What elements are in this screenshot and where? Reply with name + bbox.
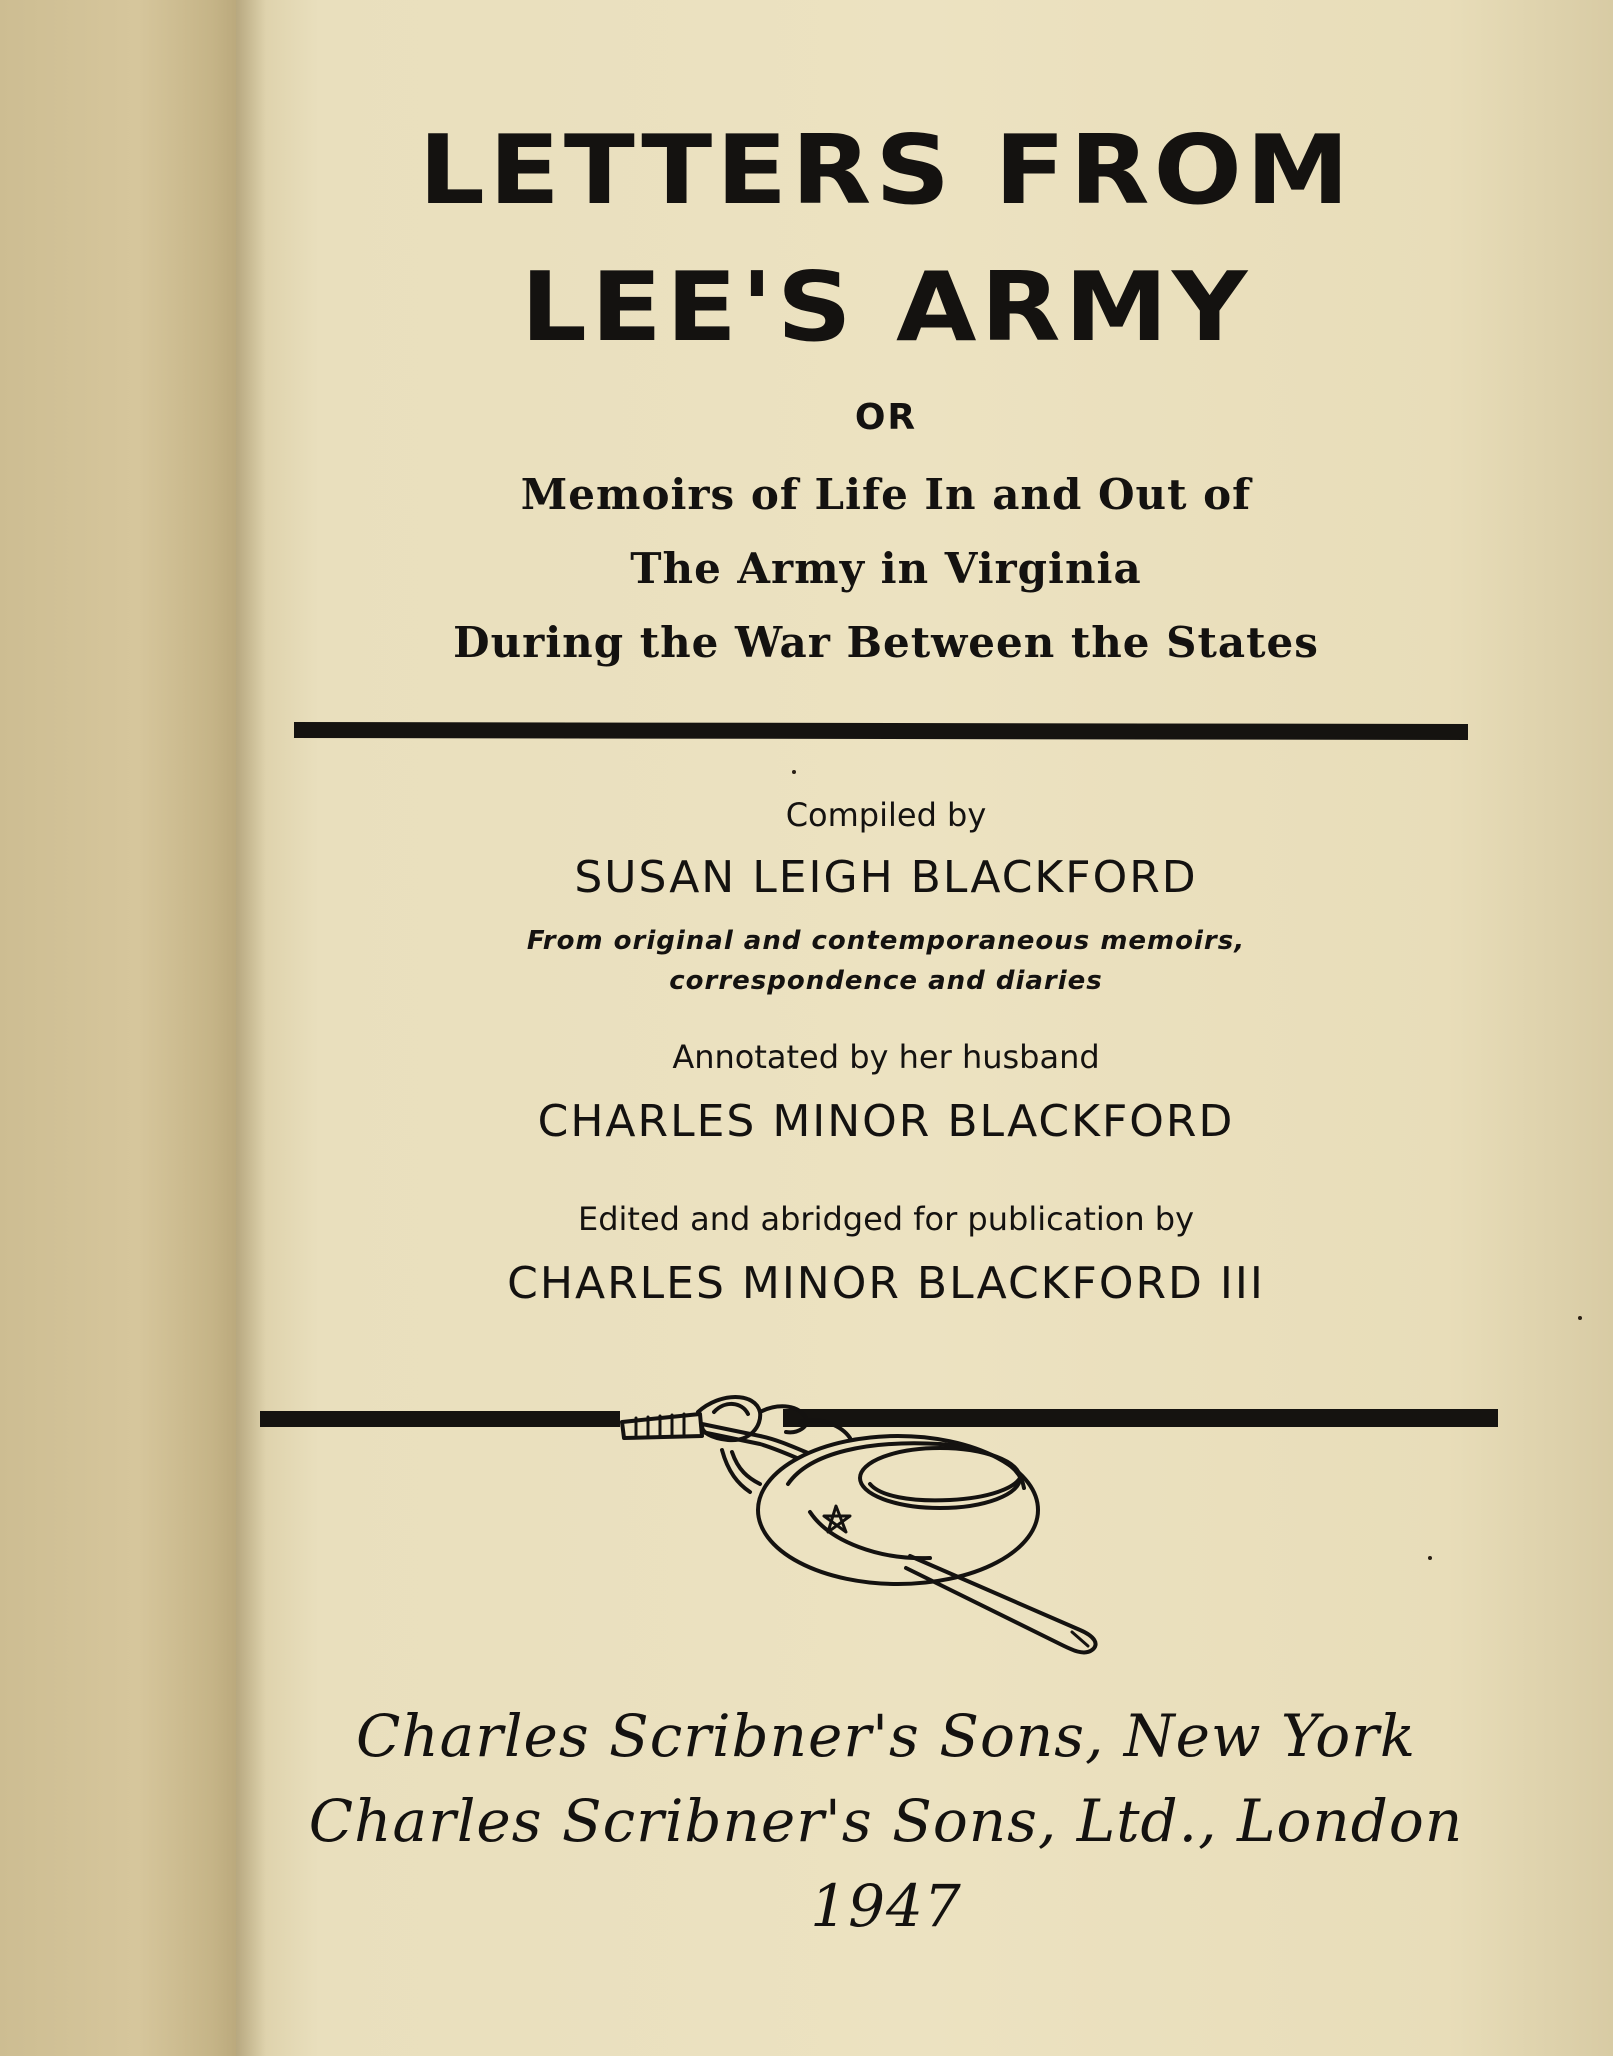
editor-name: CHARLES MINOR BLACKFORD III: [507, 1258, 1265, 1309]
paper-speck: [792, 770, 796, 774]
subtitle-line-2: The Army in Virginia: [630, 544, 1142, 593]
sword-and-hat-icon: [610, 1392, 1210, 1662]
annotator-name: CHARLES MINOR BLACKFORD: [537, 1096, 1235, 1147]
edited-by-label: Edited and abridged for publication by: [577, 1200, 1195, 1238]
source-note-line-1: From original and contemporaneous memoirs,: [526, 926, 1246, 956]
subtitle-line-1: Memoirs of Life In and Out of: [520, 470, 1252, 519]
divider-rule-top: [294, 722, 1468, 740]
divider-rule-bottom-left: [260, 1411, 620, 1427]
paper-speck: [1428, 1556, 1432, 1560]
title-line-2: LEE'S ARMY: [520, 250, 1252, 364]
publisher-line-2: Charles Scribner's Sons, Ltd., London: [308, 1787, 1464, 1855]
subtitle-line-3: During the War Between the States: [453, 618, 1319, 667]
source-note-line-2: correspondence and diaries: [669, 966, 1103, 996]
title-conjunction: OR: [854, 397, 918, 438]
title-line-1: LETTERS FROM: [418, 113, 1354, 227]
annotated-by-label: Annotated by her husband: [672, 1038, 1100, 1076]
paper-speck: [1578, 1316, 1582, 1320]
publication-year: 1947: [810, 1872, 962, 1940]
compiler-name: SUSAN LEIGH BLACKFORD: [574, 852, 1198, 903]
book-gutter: [0, 0, 250, 2056]
compiled-by-label: Compiled by: [785, 796, 987, 834]
publisher-line-1: Charles Scribner's Sons, New York: [355, 1702, 1417, 1770]
